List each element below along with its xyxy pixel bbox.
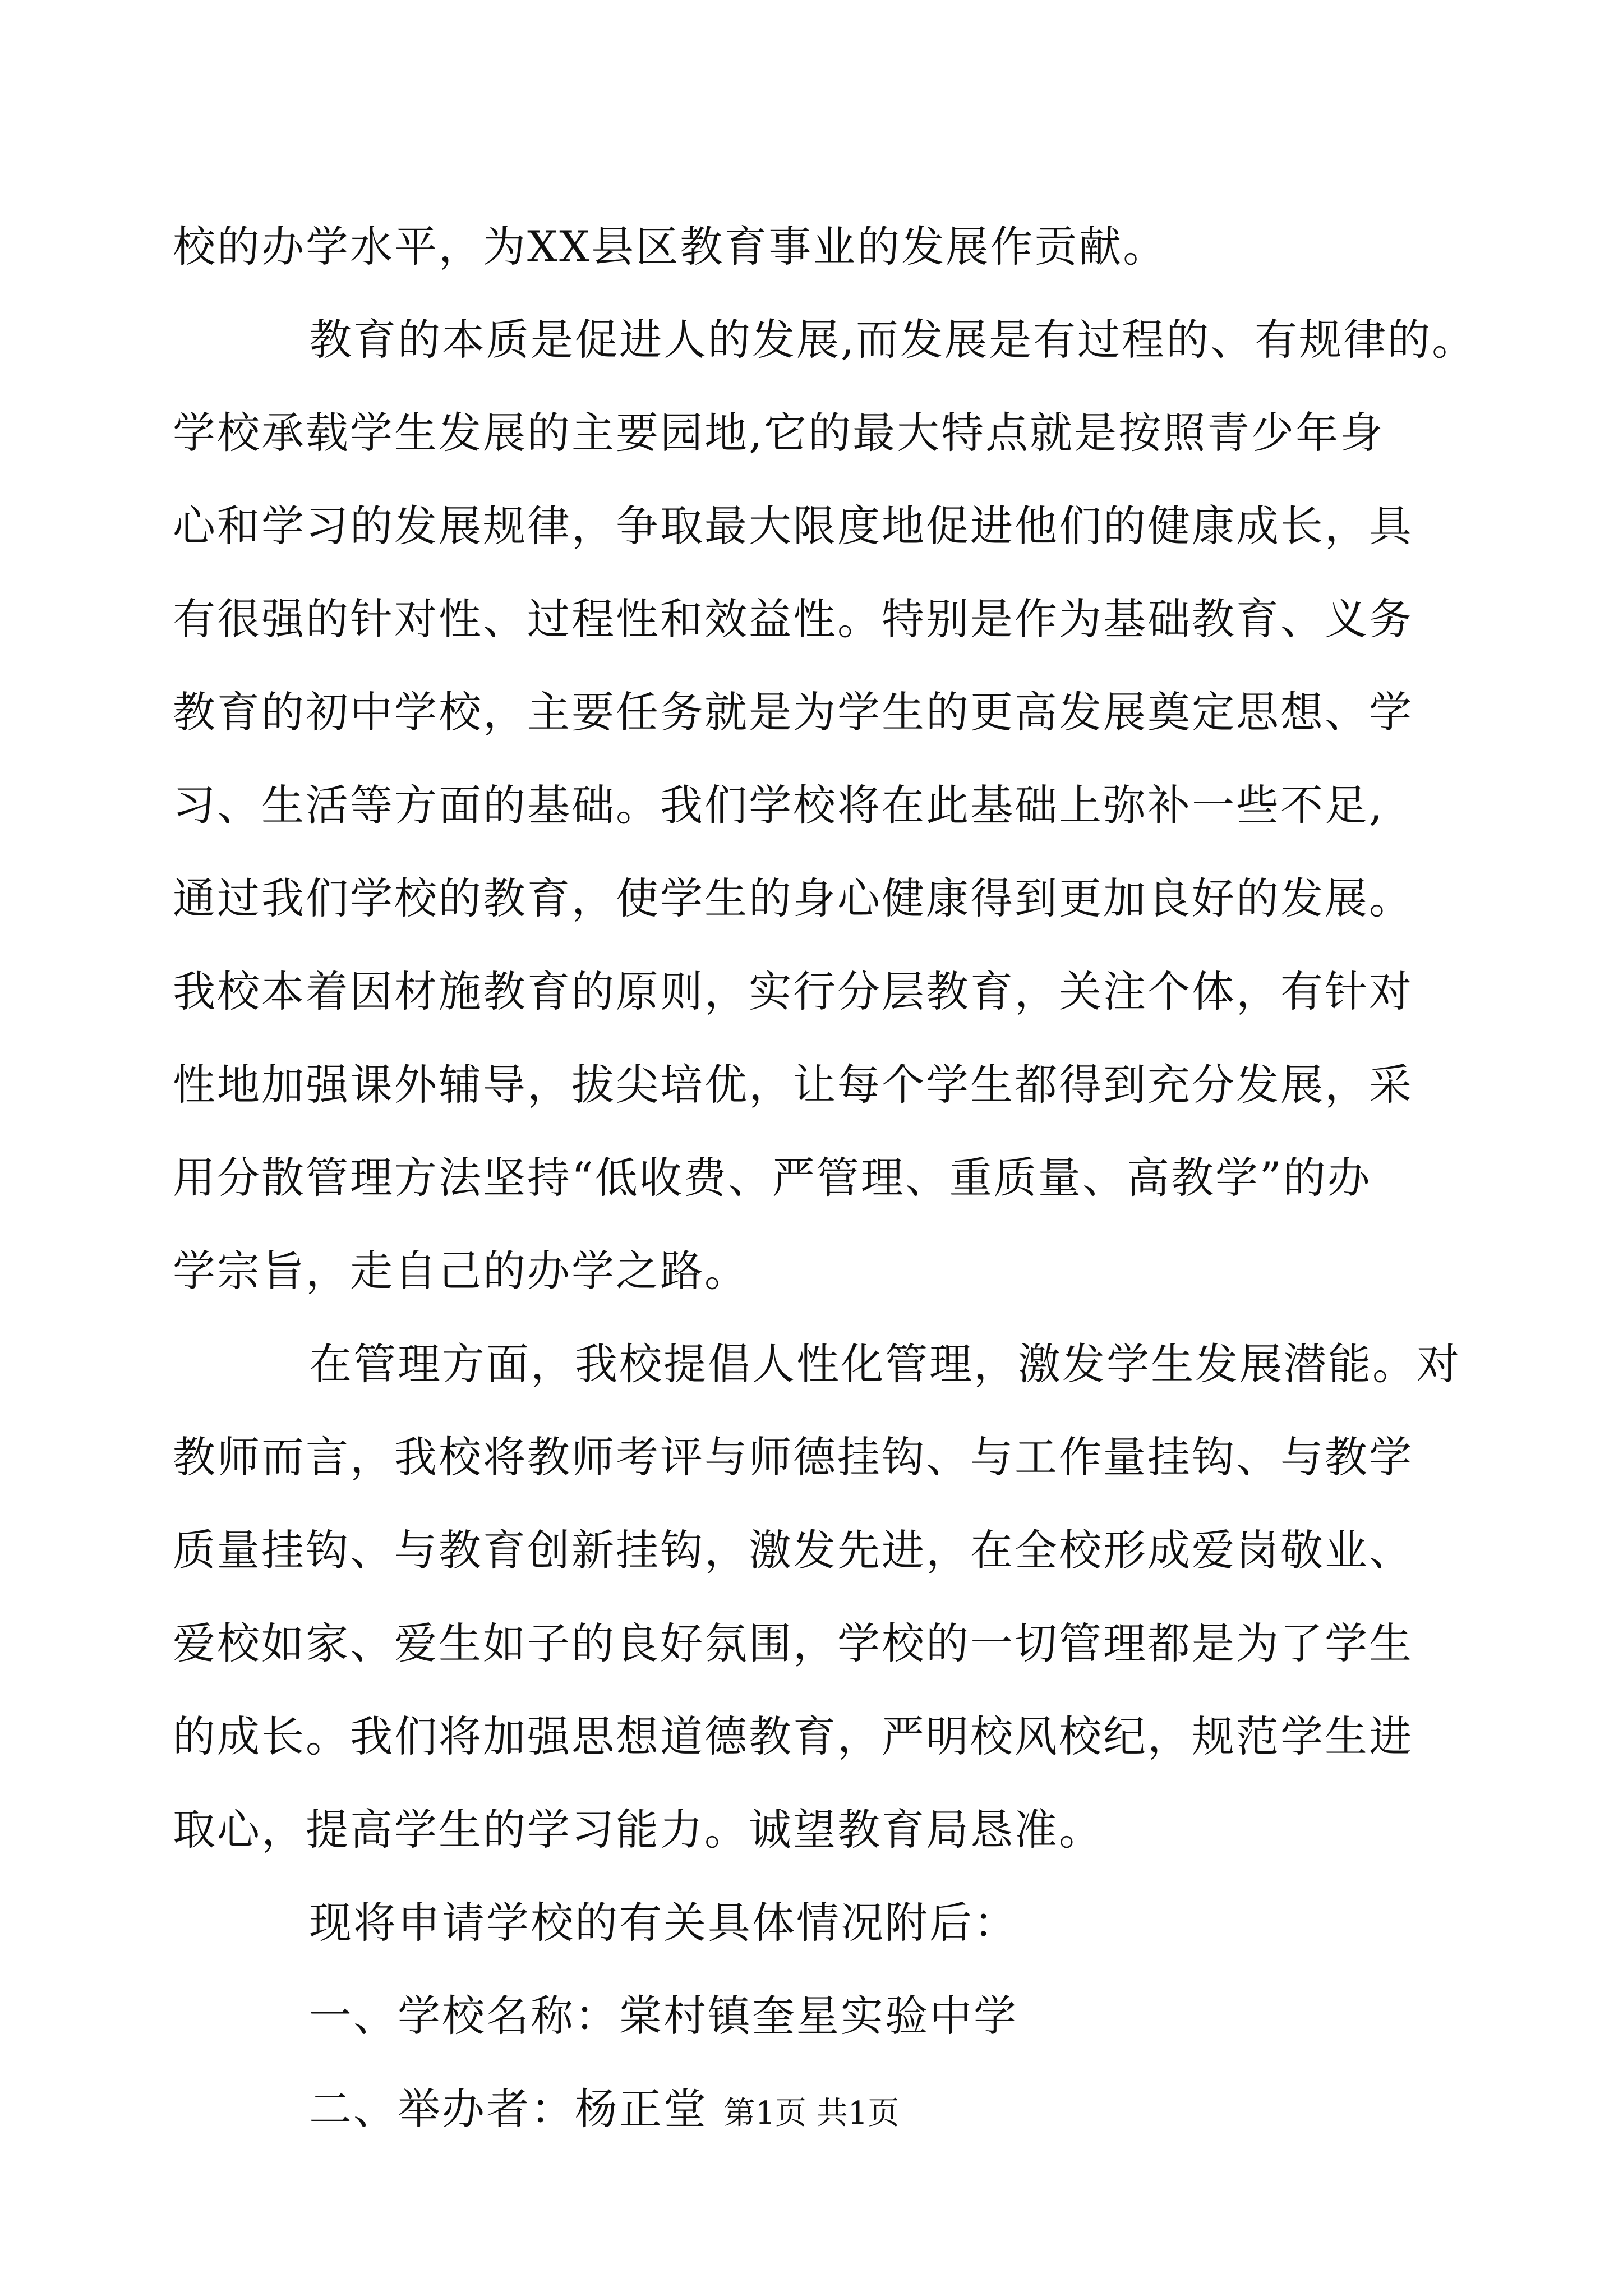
text-line: 有很强的针对性、过程性和效益性。特别是作为基础教育、义务: [173, 594, 1413, 644]
text-line: 性地加强课外辅导，拔尖培优，让每个学生都得到充分发展，采: [173, 1060, 1413, 1110]
text-line: 的成长。我们将加强思想道德教育，严明校风校纪，规范学生进: [173, 1711, 1413, 1761]
text-line: 通过我们学校的教育，使学生的身心健康得到更加良好的发展。: [173, 873, 1413, 923]
text-line: 现将申请学校的有关具体情况附后：: [309, 1898, 1018, 1948]
page-number-footer: 第1页 共1页: [723, 2095, 900, 2132]
text-line: 教育的本质是促进人的发展,而发展是有过程的、有规律的。: [309, 315, 1477, 365]
text-line: 校的办学水平，为XX县区教育事业的发展作贡献。: [173, 222, 1168, 272]
text-line: 用分散管理方法坚持“低收费、严管理、重质量、高教学”的办: [173, 1153, 1372, 1203]
text-line: 取心，提高学生的学习能力。诚望教育局恳准。: [173, 1805, 1103, 1855]
document-body: [173, 222, 1477, 2180]
text-line: 质量挂钩、与教育创新挂钩，激发先进，在全校形成爱岗敬业、: [173, 1525, 1413, 1575]
text-line: 教师而言，我校将教师考评与师德挂钩、与工作量挂钩、与教学: [173, 1432, 1413, 1482]
text-line: 爱校如家、爱生如子的良好氛围，学校的一切管理都是为了学生: [173, 1618, 1413, 1668]
text-line: 在管理方面，我校提倡人性化管理，激发学生发展潜能。对: [309, 1339, 1461, 1389]
text-line: 二、举办者：杨正堂: [309, 2084, 708, 2134]
text-line: 我校本着因材施教育的原则，实行分层教育，关注个体，有针对: [173, 967, 1413, 1016]
text-line: 学宗旨，走自己的办学之路。: [173, 1246, 749, 1296]
text-line: 习、生活等方面的基础。我们学校将在此基础上弥补一些不足,: [173, 780, 1385, 830]
text-line: 心和学习的发展规律，争取最大限度地促进他们的健康成长，具: [173, 501, 1413, 551]
text-line: 学校承载学生发展的主要园地,它的最大特点就是按照青少年身: [173, 408, 1385, 458]
text-line: 教育的初中学校，主要任务就是为学生的更高发展奠定思想、学: [173, 687, 1413, 737]
text-line: 一、学校名称：棠村镇奎星实验中学: [309, 1991, 1018, 2041]
